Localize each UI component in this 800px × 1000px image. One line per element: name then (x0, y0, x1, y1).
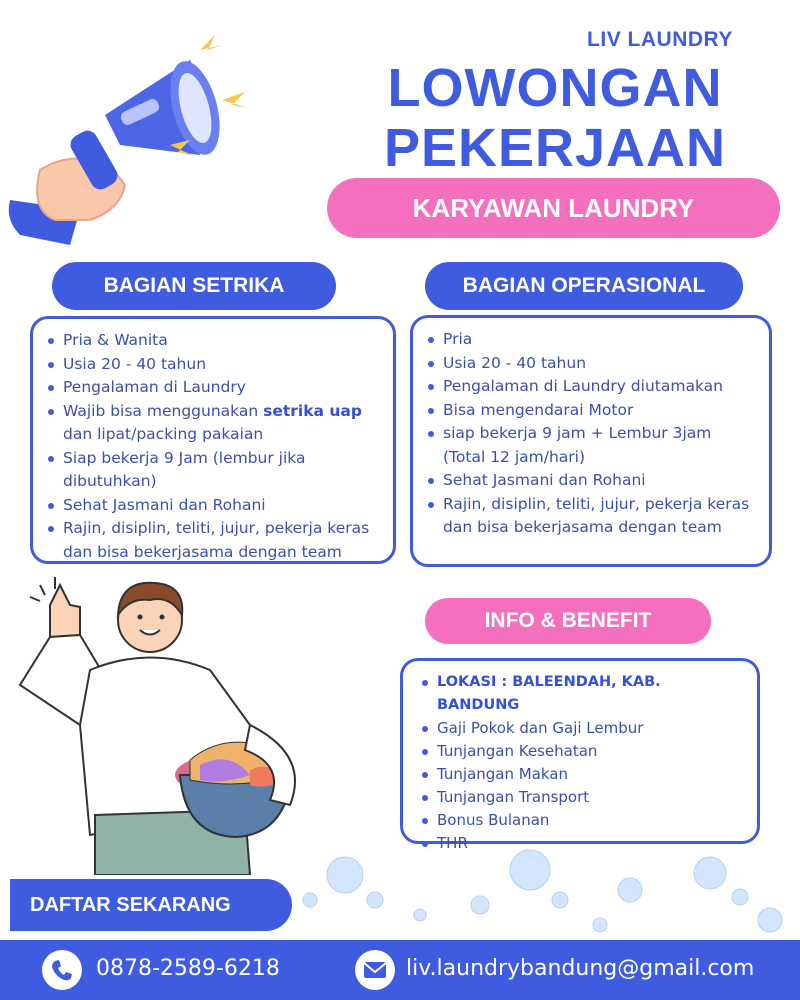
list-item: Sehat Jasmani dan Rohani (63, 494, 379, 518)
benefit-list (437, 671, 745, 855)
list-item-emphasis: setrika uap (263, 401, 362, 420)
page-title (330, 58, 780, 178)
list-item: Usia 20 - 40 tahun (443, 352, 755, 376)
list-item-text: Wajib bisa menggunakan (63, 401, 259, 420)
requirements-list-operasional (443, 328, 755, 540)
person-thumbs-up-illustration (0, 575, 340, 875)
mail-icon[interactable] (355, 950, 395, 990)
list-item (63, 400, 379, 447)
list-item: Bisa mengendarai Motor (443, 399, 755, 423)
section-header-operasional: BAGIAN OPERASIONAL (425, 262, 743, 310)
list-item: THR (437, 832, 745, 855)
list-item: Pengalaman di Laundry (63, 376, 379, 400)
section-header-benefit: INFO & BENEFIT (425, 598, 711, 644)
requirements-card-setrika (30, 316, 396, 564)
list-item: Bonus Bulanan (437, 809, 745, 832)
section-header-setrika: BAGIAN SETRIKA (52, 262, 336, 310)
list-item: Tunjangan Transport (437, 786, 745, 809)
list-item: Tunjangan Kesehatan (437, 740, 745, 763)
requirements-list-setrika (63, 329, 379, 564)
megaphone-icon (9, 35, 248, 245)
apply-now-button[interactable]: DAFTAR SEKARANG (10, 879, 292, 931)
soap-bubbles-decoration (300, 845, 800, 940)
benefit-card (400, 658, 760, 852)
list-item-text: dan lipat/packing pakaian (63, 425, 264, 443)
title-line-2: PEKERJAAN (383, 118, 727, 178)
title-line-1: LOWONGAN (387, 58, 723, 118)
requirements-card-operasional (410, 315, 772, 567)
list-item: Siap bekerja 9 Jam (lembur jika dibutuhkan) (63, 447, 379, 494)
list-item: Tunjangan Makan (437, 763, 745, 786)
list-item: Pria & Wanita (63, 329, 379, 353)
list-item: Usia 20 - 40 tahun (63, 353, 379, 377)
list-item: Gaji Pokok dan Gaji Lembur (437, 717, 745, 740)
list-item: siap bekerja 9 jam + Lembur 3jam (Total 12 jam/hari) (443, 422, 755, 469)
list-item: Rajin, disiplin, teliti, jujur, pekerja keras dan bisa bekerjasama dengan team (63, 517, 379, 564)
list-item: Sehat Jasmani dan Rohani (443, 469, 755, 493)
megaphone-hand-illustration (0, 20, 270, 250)
subtitle-badge: KARYAWAN LAUNDRY (327, 178, 780, 238)
list-item: Rajin, disiplin, teliti, jujur, pekerja keras dan bisa bekerjasama dengan team (443, 493, 755, 540)
list-item: Pria (443, 328, 755, 352)
phone-number[interactable]: 0878-2589-6218 (96, 956, 280, 981)
list-item: Pengalaman di Laundry diutamakan (443, 375, 755, 399)
list-item-location: LOKASI : BALEENDAH, KAB. BANDUNG (437, 671, 745, 717)
email-address[interactable]: liv.laundrybandung@gmail.com (406, 956, 755, 981)
brand-name: LIV LAUNDRY (587, 28, 733, 51)
phone-icon[interactable] (42, 950, 82, 990)
contact-footer (0, 940, 800, 1000)
